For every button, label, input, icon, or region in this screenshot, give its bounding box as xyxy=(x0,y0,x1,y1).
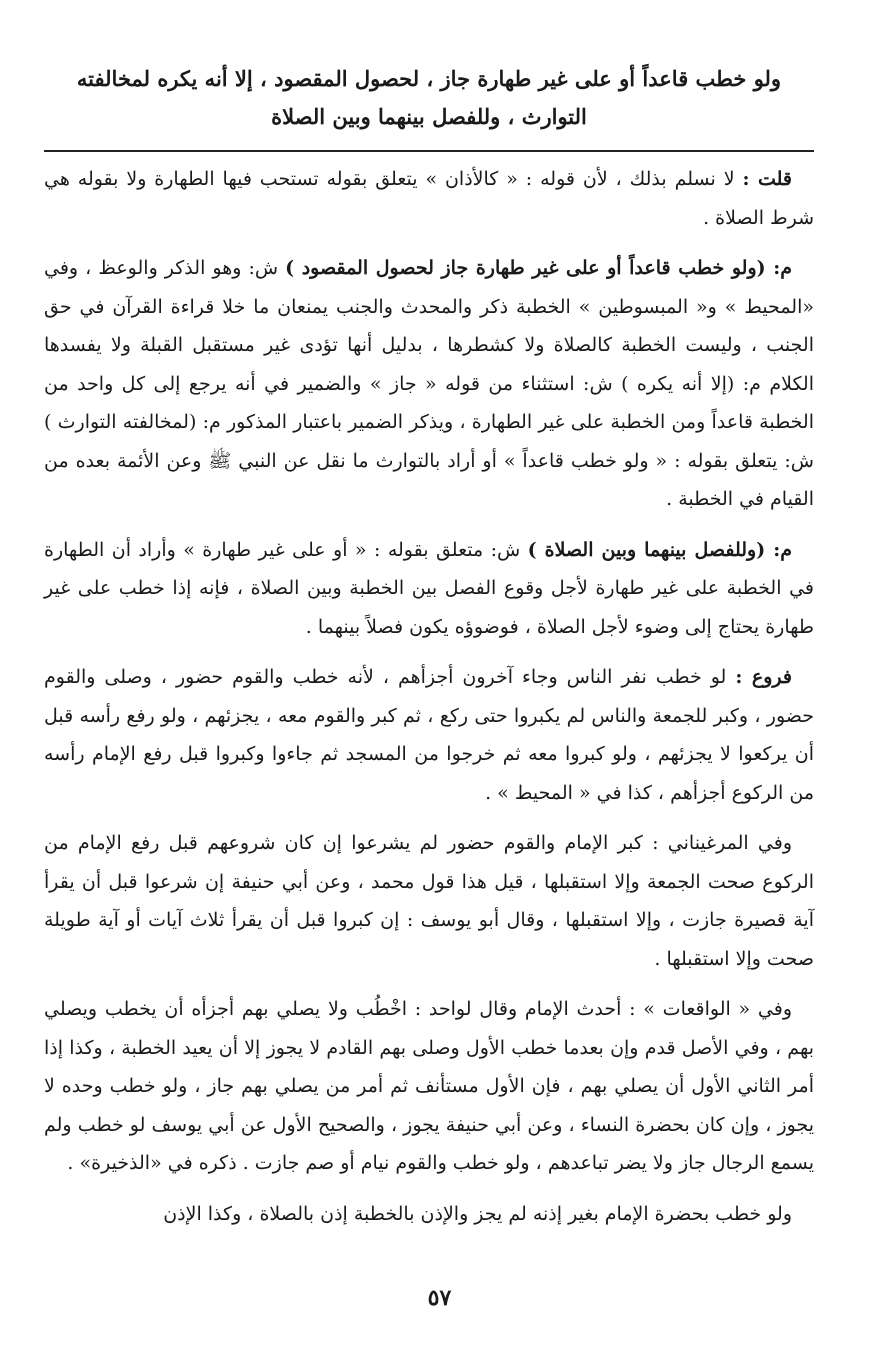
paragraph xyxy=(44,249,814,519)
paragraph xyxy=(44,531,814,647)
paragraph-text: ولو خطب بحضرة الإمام بغير إذنه لم يجز والإذن بالخطبة إذن بالصلاة ، وكذا الإذن xyxy=(163,1202,792,1225)
paragraph-lead: فروع : xyxy=(735,666,792,688)
paragraph-text: وفي المرغيناني : كبر الإمام والقوم حضور لم يشرعوا إن كان شروعهم قبل رفع الإمام من الركوع صحت الجمعة وإلا استقبلها ، قيل هذا قول محمد ، وعن أبي حنيفة إن شرعوا قبل أن يقرأ آية قصيرة جازت ، وإلا استقبلها ، وقال أبو يوسف : إن كبروا قبل أن يقرأ ثلاث آيات أو آية طويلة صحت وإلا استقبلها . xyxy=(44,832,814,970)
paragraph-lead: قلت : xyxy=(742,168,792,190)
paragraph xyxy=(44,160,814,237)
book-page xyxy=(44,60,814,1350)
commentary-body xyxy=(44,160,814,1233)
paragraph-text: ش: متعلق بقوله : « أو على غير طهارة » وأراد أن الطهارة في الخطبة على غير طهارة لأجل وقوع الفصل بين الخطبة وبين الصلاة ، فإنه إذا خطب على غير طهارة يحتاج إلى وضوء لأجل الصلاة ، فوضوؤه يكون فصلاً بينهما . xyxy=(44,538,814,638)
paragraph xyxy=(44,658,814,812)
matn-heading: ولو خطب قاعداً أو على غير طهارة جاز ، لحصول المقصود ، إلا أنه يكره لمخالفته التوارث ، وللفصل بينهما وبين الصلاة xyxy=(76,66,782,129)
paragraph-text: لو خطب نفر الناس وجاء آخرون أجزأهم ، لأنه خطب والقوم حضور ، وصلى والقوم حضور ، وكبر للجمعة والناس لم يكبروا حتى ركع ، ثم كبر والقوم معه ، يجزئهم ، ولو رفع رأسه قبل أن يركعوا لا يجزئهم ، ولو كبروا معه ثم خرجوا من المسجد ثم جاءوا وكبروا قبل رفع الإمام رأسه من الركوع أجزأهم ، كذا في « المحيط » . xyxy=(44,666,814,804)
paragraph xyxy=(44,824,814,978)
paragraph-text: لا نسلم بذلك ، لأن قوله : « كالأذان » يتعلق بقوله تستحب فيها الطهارة ولا بقوله هي شرط الصلاة . xyxy=(44,168,814,229)
paragraph-text: ش: وهو الذكر والوعظ ، وفي «المحيط » و« المبسوطين » الخطبة ذكر والمحدث والجنب يمنعان ما خلا قراءة القرآن في حق الجنب ، وليست الخطبة كالصلاة ولا كشطرها ، بدليل أنها تؤدى غير مستقبل القبلة ولا يفسدها الكلام م: (إلا أنه يكره ) ش: استثناء من قوله « جاز » والضمير في أنه يرجع إلى كل واحد من الخطبة قاعداً ومن الخطبة على غير الطهارة ، ويذكر الضمير باعتبار المذكور م: (لمخالفته التوارث ) ش: يتعلق بقوله : « ولو خطب قاعداً » أو أراد بالتوارث ما نقل عن النبي ﷺ وعن الأئمة بعده من القيام في الخطبة . xyxy=(44,257,815,510)
matn-divider xyxy=(44,150,814,152)
paragraph xyxy=(44,990,814,1183)
paragraph-text: وفي « الواقعات » : أحدث الإمام وقال لواحد : اخْطُب ولا يصلي بهم أجزأه أن يخطب ويصلي بهم ، وفي الأصل قدم وإن بعدما خطب الأول وصلى بهم القادم لا يجوز إلا أن يعيد الخطبة ، وكذا إذا أمر الثاني الأول أن يصلي بهم ، فإن الأول مستأنف ثم أمر من يصلي بهم جاز ، ولو خطب وحده لا يجوز ، وإن كان بحضرة النساء ، وعن أبي حنيفة يجوز ، والصحيح الأول عن أبي يوسف لو خطب ولم يسمع الرجال جاز ولا يضر تباعدهم ، ولو خطب والقوم نيام أو صم جازت . ذكره في «الذخيرة» . xyxy=(44,998,814,1174)
page-number: ٥٧ xyxy=(427,1285,452,1311)
paragraph-lead: م: (وللفصل بينهما وبين الصلاة ) xyxy=(527,538,792,561)
paragraph-lead: م: (ولو خطب قاعداً أو على غير طهارة جاز لحصول المقصود ) xyxy=(285,257,792,279)
paragraph xyxy=(44,1195,814,1234)
